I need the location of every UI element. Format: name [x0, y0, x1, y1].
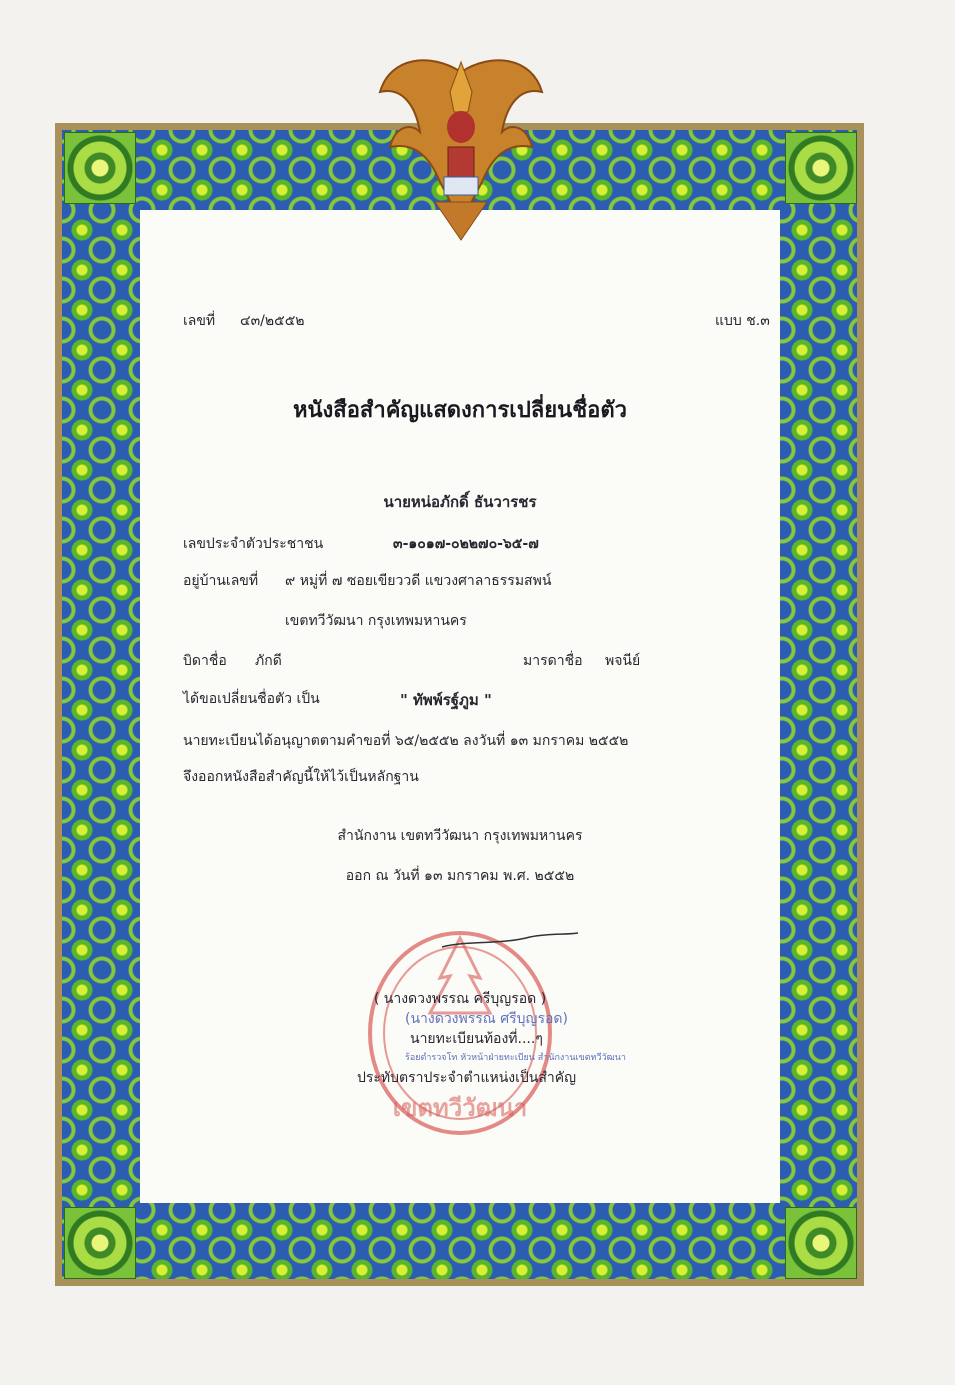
- address-line-1: ๙ หมู่ที่ ๗ ซอยเขียววดี แขวงศาลาธรรมสพน์: [285, 573, 552, 589]
- stamp-office: ร้อยตำรวจโท หัวหน้าฝ่ายทะเบียน สำนักงานเขตทวีวัฒนา: [405, 1053, 626, 1063]
- mother-label: มารดาชื่อ: [523, 653, 583, 669]
- corner-ornament-icon: [785, 132, 857, 204]
- father-label: บิดาชื่อ: [183, 653, 227, 669]
- issue-line: ออก ณ วันที่ ๑๓ มกราคม พ.ศ. ๒๕๕๒: [345, 868, 575, 884]
- office-line: สำนักงาน เขตทวีวัฒนา กรุงเทพมหานคร: [337, 828, 583, 844]
- reg-no-label: เลขที่: [183, 313, 216, 329]
- certificate-title: หนังสือสำคัญแสดงการเปลี่ยนชื่อตัว: [293, 398, 627, 423]
- corner-ornament-icon: [64, 132, 136, 204]
- stamp-name: (นางดวงพรรณ ศรีบุญรอด): [405, 1011, 568, 1027]
- father-name: ภักดี: [255, 653, 282, 669]
- evidence-line: จึงออกหนังสือสำคัญนี้ให้ไว้เป็นหลักฐาน: [183, 769, 419, 785]
- mother-name: พจนีย์: [605, 653, 641, 669]
- address-line-2: เขตทวีวัฒนา กรุงเทพมหานคร: [285, 613, 467, 629]
- garuda-emblem-icon: [370, 52, 552, 242]
- signer-name: ( นางดวงพรรณ ครีบุญรอด ): [373, 991, 547, 1007]
- form-code: แบบ ช.๓: [715, 313, 770, 329]
- corner-ornament-icon: [785, 1207, 857, 1279]
- change-label: ได้ขอเปลี่ยนชื่อตัว เป็น: [183, 691, 320, 707]
- new-name: " ทัพพ์รฐ์ภูม ": [400, 691, 492, 709]
- id-number: ๓-๑๐๑๗-๐๒๒๗๐-๖๕-๗: [393, 536, 539, 552]
- registrar-title: นายทะเบียนท้องที่....ๆ: [410, 1031, 543, 1047]
- address-label: อยู่บ้านเลขที่: [183, 573, 259, 589]
- corner-ornament-icon: [64, 1207, 136, 1279]
- person-name: นายหน่อภักดิ์ ธันวารชร: [383, 493, 537, 511]
- id-label: เลขประจำตัวประชาชน: [183, 536, 324, 552]
- approval-line: นายทะเบียนได้อนุญาตตามคำขอที่ ๖๕/๒๕๕๒ ลงวันที่ ๑๓ มกราคม ๒๕๕๒: [183, 733, 629, 749]
- seal-note: ประทับตราประจำตำแหน่งเป็นสำคัญ: [357, 1070, 577, 1086]
- seal-text: เขตทวีวัฒนา: [392, 1094, 528, 1122]
- reg-no: ๔๓/๒๕๕๒: [240, 313, 305, 329]
- signature-stroke: [440, 925, 580, 955]
